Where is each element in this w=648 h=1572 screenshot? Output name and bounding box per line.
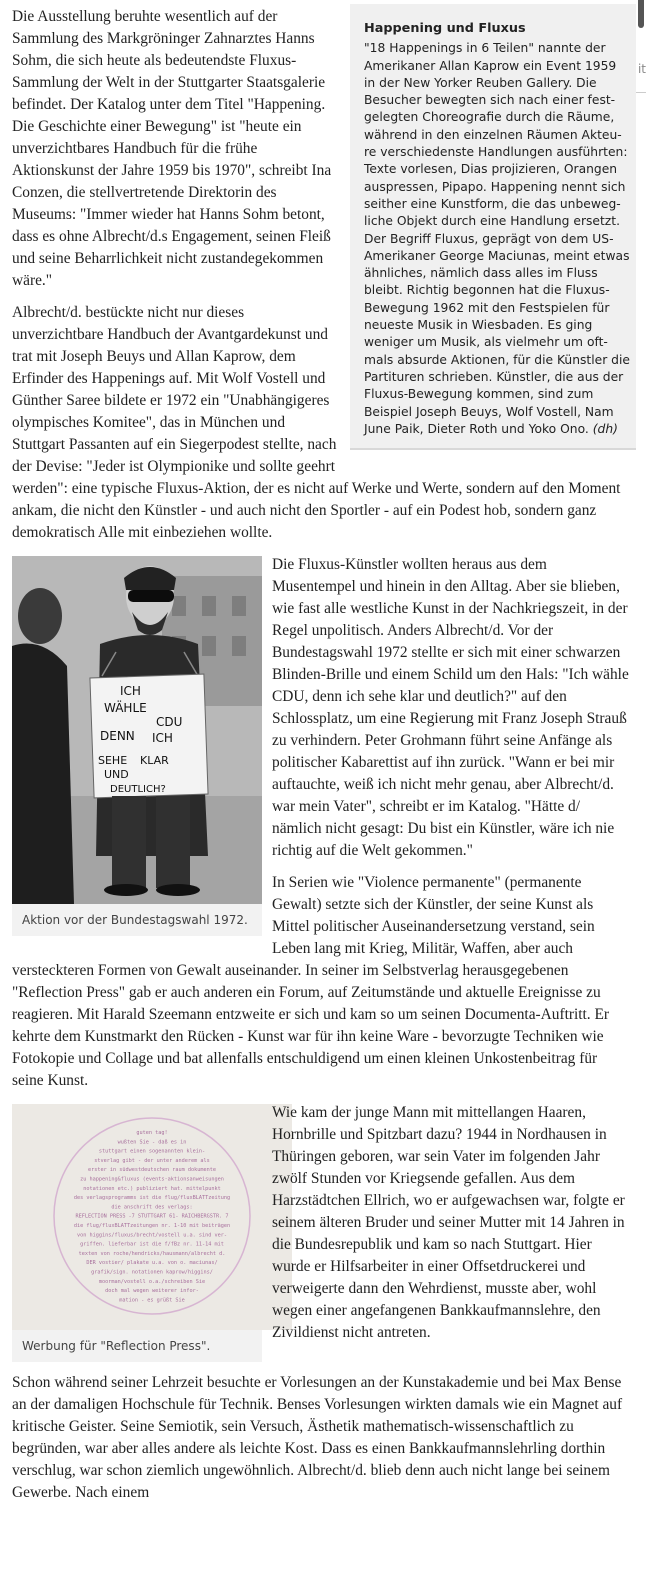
paragraph-1: Die Ausstellung beruhte wesentlich auf der Sammlung des Markgröninger Zahnarztes Hanns Sohm, die sich heute als bedeutendste Fluxus-Sammlung der Welt in der Stuttgarter Staatsgalerie befindet. Der Katalog unter dem Titel "Happening. Die Geschichte einer Bewegung" ist "heute ein unverzichtbares Handbuch für die frühe Aktionskunst der Jahre 1959 bis 1970", schreibt Ina Conzen, die stellvertretende Direktorin des Museums: "Immer wieder hat Hanns Sohm betont, dass es ohne Albrecht/d.s Engagement, seinen Fleiß und seine Beharrlichkeit nicht zustandegekommen wäre." bbox=[12, 8, 332, 289]
sign-line-ich-2: ICH bbox=[152, 731, 173, 745]
protest-photo bbox=[12, 556, 262, 904]
sign-line-klar: KLAR bbox=[140, 754, 169, 767]
info-box-happening-fluxus bbox=[350, 4, 636, 450]
sign-line-deutlich: DEUTLICH? bbox=[110, 784, 166, 795]
stamp-line: guten tag! bbox=[136, 1130, 168, 1136]
stamp-line: notationen etc.) publiziert hat. mittelpunkt bbox=[83, 1185, 221, 1192]
sign-line-sehe: SEHE bbox=[98, 754, 128, 767]
side-fragment-text: it bbox=[637, 62, 646, 76]
sign-line-denn: DENN bbox=[100, 729, 135, 743]
stamp-line: REFLECTION PRESS -7 STUTTGART 61- RAICHBERGSTR. 7 bbox=[75, 1213, 229, 1220]
paragraph-5: Wie kam der junge Mann mit mittellangen Haaren, Hornbrille und Spitzbart dazu? 1944 in Nordhausen in Thüringen geboren, war sein Vater im folgenden Jahr zwölf Stunden vor Kriegsende gefallen. Aus dem Harzstädtchen Ellrich, wo er aufgewachsen war, folgte er seinem älteren Bruder und seiner Mutter mit 14 Jahren in die Bundesrepublik und kam so nach Stuttgart. Hier wurde er Hilfsarbeiter in einer Offsetdruckerei und verweigerte dann den Wehrdienst, musste aber, wohl wegen einer angefangenen Bankkaufmannslehre, den Zivildienst nicht antreten. bbox=[272, 1104, 625, 1341]
figure-protest-photo bbox=[12, 556, 262, 936]
sign-line-ich: ICH bbox=[120, 684, 141, 698]
stamp-line: des verlagsprogramms ist die flug/fluxBLATTzeitung bbox=[73, 1195, 231, 1202]
figure-reflection-press bbox=[12, 1104, 262, 1362]
stamp-line: DER vostier/ plakate u.a. von o. maciunas/ bbox=[86, 1260, 218, 1267]
sign-line-waehle: WÄHLE bbox=[104, 701, 147, 715]
stamp-line: moorman/vostell o.a./schreiben Sie bbox=[98, 1278, 206, 1285]
info-box-signature: (dh) bbox=[592, 421, 618, 436]
figure-caption-2: Werbung für "Reflection Press". bbox=[22, 1339, 211, 1353]
paragraph-4: In Serien wie "Violence permanente" (permanente Gewalt) setzte sich der Künstler, der seine Kunst als Mittel politischer Auseinandersetzung verstand, sein Leben lang mit Krieg, Militär, Waffen, aber auch versteckteren Formen von Gewalt auseinander. In seiner im Selbstverlag herausgegebenen "Reflection Press" gab er auch anderen ein Forum, auf Zeitumstände und aktuelle Ereignisse zu reagieren. Mit Harald Szeemann entzweite er sich und kam so um seinen Documenta-Auftritt. Er kehrte dem Kunstmarkt den Rücken - Kunst war für ihn keine Ware - bevorzugte Techniken wie Fotokopie und Collage und bat allenfalls entschuldigend um einen kleinen Unkostenbeitrag für seine Kunst. bbox=[12, 874, 610, 1089]
sign-line-und: UND bbox=[104, 768, 129, 781]
stamp-line: stverlag gibt - der unter anderem als bbox=[94, 1157, 210, 1164]
stamp-line: griffen. lieferbar ist die f/fBz nr. 11-14 mit bbox=[80, 1241, 224, 1248]
stamp-line: stuttgart einen sogenannten klein- bbox=[98, 1148, 206, 1155]
stamp-line: texten von roche/hendricks/hausmann/albrecht d. bbox=[78, 1250, 226, 1257]
info-box-title: Happening und Fluxus bbox=[364, 21, 526, 36]
scrollbar-thumb[interactable] bbox=[638, 0, 644, 28]
paragraph-3: Die Fluxus-Künstler wollten heraus aus dem Musentempel und hinein in den Alltag. Aber sie blieben, wie fast alle westliche Kunst in der Nachkriegszeit, in der Regel unpolitisch. Anders Albrecht/d. Vor der Bundestagswahl 1972 stellte er sich mit einer schwarzen Blinden-Brille und einem Schild um den Hals: "Ich wähle CDU, denn ich sehe klar und deutlich?" auf den Schlossplatz, um eine Regierung mit Franz Joseph Strauß zu verhindern. Peter Grohmann führt seine Anfänge als politischer Kabarettist auf ihn zurück. "Wann er bei mir auftauchte, weiß ich nicht mehr genau, aber Albrecht/d. war mein Vater", schreibt er im Katalog. "Hätte d/ nämlich nicht gesagt: Du bist ein Künstler, wäre ich nie richtig auf die Welt gekommen." bbox=[272, 556, 629, 859]
stamp-line: erster in südwestdeutschen raum dokumente bbox=[87, 1167, 217, 1174]
stamp-line: von higgins/fluxus/brecht/vostell u.a. sind ver- bbox=[77, 1232, 227, 1239]
stamp-line: mation - es grüßt Sie bbox=[119, 1297, 185, 1304]
paragraph-2: Albrecht/d. bestückte nicht nur dieses unverzichtbare Handbuch der Avantgardekunst und trat mit Joseph Beuys und Allan Kaprow, dem Erfinder des Happenings auf. Mit Wolf Vostell und Günther Saree bildete er 1972 ein "Unabhängigeres olympisches Komitee", das in München und Stuttgart Passanten auf ein Siegerpodest stellte, nach der Devise: "Jeder ist Olympionike und sollte geehrt werden": eine typische Fluxus-Aktion, der es nicht auf Werke und Werte, sondern auf den Moment ankam, die nicht den Künstler - und auch nicht den Sportler - auf ein Podest hob, sondern ganz demokratisch Alle mit einbeziehen wollte. bbox=[12, 304, 621, 541]
stamp-line: doch mal wegen weiterer infor- bbox=[105, 1288, 199, 1295]
sign-line-cdu: CDU bbox=[156, 715, 183, 729]
reflection-press-stamp bbox=[12, 1104, 292, 1330]
stamp-line: wußten Sie - daß es in bbox=[117, 1139, 187, 1146]
stamp-line: die anschrift des verlags: bbox=[111, 1204, 193, 1211]
paragraph-6: Schon während seiner Lehrzeit besuchte er Vorlesungen an der Kunstakademie und bei Max Bense an der damaligen Hochschule für Technik. Benses Vorlesungen wirkten damals wie ein Magnet auf kritische Geister. Seine Semiotik, sein Versuch, Ästhetik mathematisch-wissenschaftlich zu begründen, war aber alles andere als leichte Kost. Dass es einen Bankkaufmannslehrling dorthin verschlug, war schon ziemlich ungewöhnlich. Albrecht/d. blieb denn auch nicht lange bei seinem Gewerbe. Nach einem bbox=[12, 1374, 623, 1501]
stamp-line: grafik/sign. notationen kaprow/higgins/ bbox=[91, 1269, 213, 1276]
stamp-line: die flug/fluxBLATTzeitungen nr. 1-10 mit beiträgen bbox=[73, 1223, 231, 1229]
stamp-line: zu happening&fluxus (events·aktionsanweisungen bbox=[80, 1176, 224, 1183]
figure-caption-1: Aktion vor der Bundestagswahl 1972. bbox=[22, 913, 248, 927]
info-box-text: "18 Happenings in 6 Teilen" nannte der Amerikaner Allan Kaprow ein Event 1959 in der New Yorker Reuben Gallery. Die Besucher bewegten sich nach einer fest-gelegten Choreografie durch die Räume, während in den einzelnen Räumen Akteu-re verschiedenste Handlungen ausführten: Texte vorlesen, Dias projizieren, Orangen auspressen, Pipapo. Happening nennt sich seither eine Kunstform, die das unbeweg-liche Objekt durch eine Handlung ersetzt. Der Begriff Fluxus, geprägt von dem US-Amerikaner George Maciunas, meint etwas ähnliches, nämlich dass alles im Fluss bleibt. Richtig begonnen hat die Fluxus-Bewegung 1962 mit den Festspielen für neueste Musik in Wiesbaden. Es ging weniger um Musik, als vielmehr um oft-mals absurde Aktionen, für die Künstler die Partituren schrieben. Künstler, die aus der Fluxus-Bewegung kommen, sind zum Beispiel Joseph Beuys, Wolf Vostell, Nam June Paik, Dieter Roth und Yoko Ono. bbox=[364, 41, 630, 436]
article-body bbox=[12, 0, 632, 1504]
